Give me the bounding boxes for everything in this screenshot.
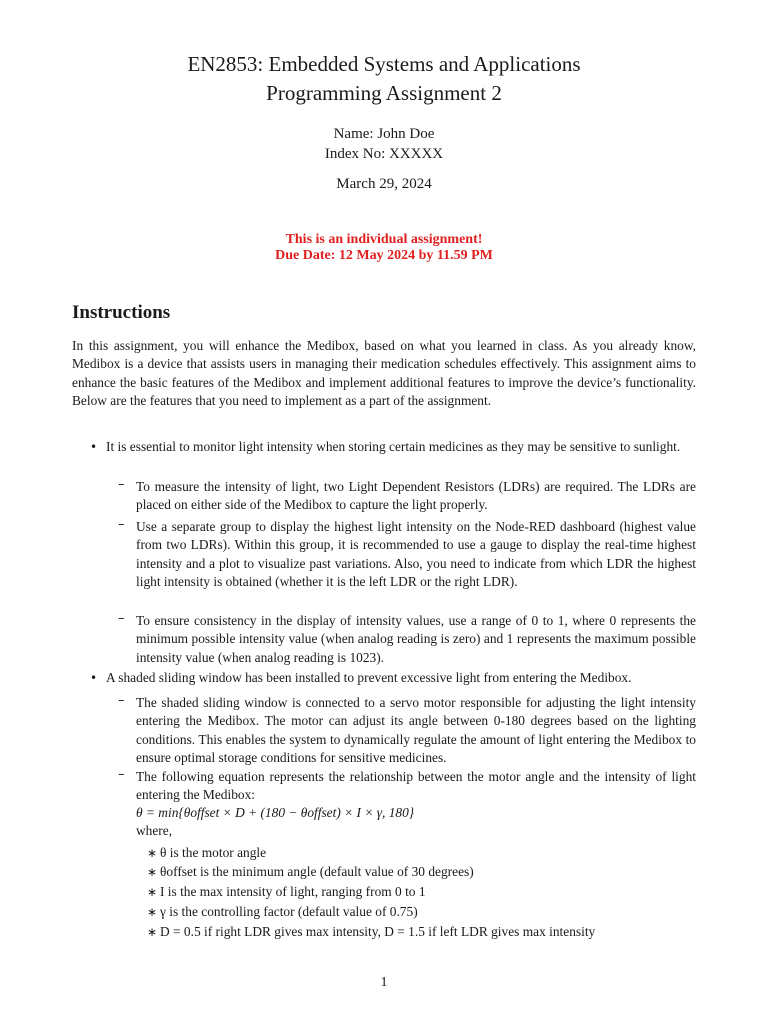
dash-icon: – — [118, 767, 125, 782]
individual-notice: This is an individual assignment! — [285, 232, 483, 247]
bullet-1-text: It is essential to monitor light intensity when storing certain medicines as they may be sensitive to sunlight. — [106, 439, 681, 454]
document-subtitle: Programming Assignment 2 — [266, 81, 502, 105]
star-bullet-icon: ∗ — [147, 885, 158, 899]
star-bullet-icon: ∗ — [147, 905, 158, 919]
due-date-notice: Due Date: 12 May 2024 by 11.59 PM — [275, 248, 493, 263]
bullet-1-sub-2: Use a separate group to display the highest light intensity on the Node-RED dashboard (highest value from two LDRs). Within this group, it is recommended to use a gauge to display the real-time highest intensity and a plot to visualize past variations. Also, you need to indicate from which LDR the highest light intensity is obtained (whether it is the left LDR or the right LDR). — [136, 519, 696, 589]
dash-icon: – — [118, 477, 125, 492]
dash-icon: – — [118, 693, 125, 708]
motor-angle-equation: θ = min{θoffset × D + (180 − θoffset) × I × γ, 180} — [136, 805, 415, 820]
dash-icon: – — [118, 611, 125, 626]
definition-item: γ is the controlling factor (default value of 0.75) — [160, 904, 418, 919]
bullet-2-sub-1: The shaded sliding window is connected to a servo motor responsible for adjusting the light intensity entering the Medibox. The motor can adjust its angle between 0-180 degrees based on the lighting conditions. This enables the system to dynamically regulate the amount of light entering the Medibox to ensure optimal storage conditions for sensitive medicines. — [136, 695, 696, 765]
star-bullet-icon: ∗ — [147, 925, 158, 939]
bullet-1-sub-3: To ensure consistency in the display of intensity values, use a range of 0 to 1, where 0 represents the minimum possible intensity value (when analog reading is zero) and 1 represents the maximum possible intensity value (when analog reading is 1023). — [136, 613, 696, 665]
definition-item: D = 0.5 if right LDR gives max intensity, D = 1.5 if left LDR gives max intensity — [160, 924, 596, 939]
page-number: 1 — [380, 975, 388, 990]
document-title: EN2853: Embedded Systems and Applications — [187, 52, 581, 76]
dash-icon: – — [118, 517, 125, 532]
bullet-icon: • — [90, 671, 98, 685]
definition-item: I is the max intensity of light, ranging from 0 to 1 — [160, 884, 426, 899]
document-date: March 29, 2024 — [336, 176, 432, 192]
star-bullet-icon: ∗ — [147, 846, 158, 860]
definition-item: θ is the motor angle — [160, 845, 267, 860]
index-number: Index No: XXXXX — [324, 146, 444, 162]
bullet-2-sub-2: The following equation represents the relationship between the motor angle and the intensity of light entering the Medibox: — [136, 769, 696, 803]
star-bullet-icon: ∗ — [147, 865, 158, 879]
where-label: where, — [136, 823, 173, 838]
section-heading: Instructions — [72, 302, 171, 323]
author-name: Name: John Doe — [333, 126, 435, 142]
bullet-1-sub-1: To measure the intensity of light, two Light Dependent Resistors (LDRs) are required. The LDRs are placed on either side of the Medibox to capture the light properly. — [136, 479, 696, 513]
bullet-icon: • — [90, 440, 98, 454]
definition-item: θoffset is the minimum angle (default value of 30 degrees) — [160, 864, 474, 879]
intro-paragraph: In this assignment, you will enhance the Medibox, based on what you learned in class. As you already know, Medibox is a device that assists users in managing their medication schedules effectively. This assignment aims to enhance the basic features of the Medibox and implement additional features to improve the device’s functionality. Below are the features that you need to implement as a part of the assignment. — [72, 338, 696, 408]
bullet-2-text: A shaded sliding window has been installed to prevent excessive light from entering the Medibox. — [106, 670, 632, 685]
